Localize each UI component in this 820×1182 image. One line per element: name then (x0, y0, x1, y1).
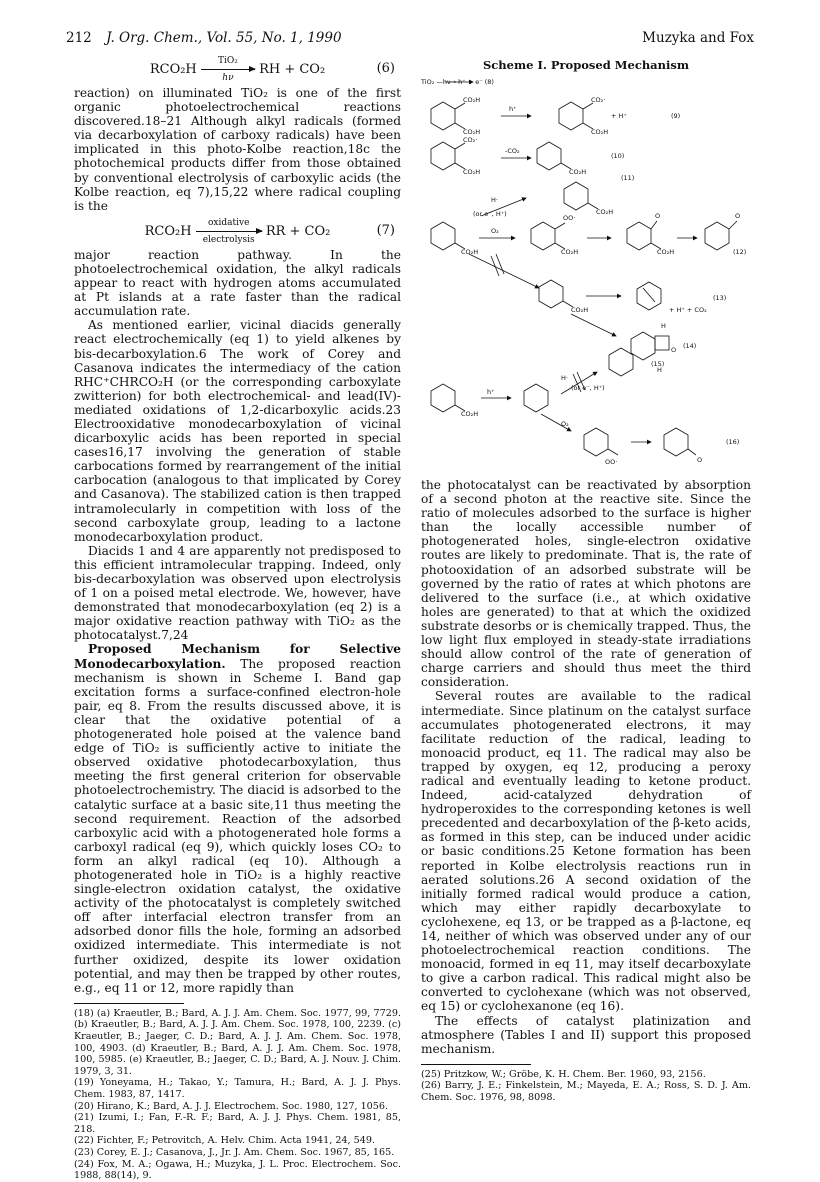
label-minus-co2: -CO₂ (505, 147, 520, 155)
journal-citation: J. Org. Chem., Vol. 55, No. 1, 1990 (106, 30, 342, 46)
eq7-products: RR + CO₂ (265, 223, 331, 239)
eq-number-13: (13) (713, 294, 727, 302)
eq7-number: (7) (376, 222, 395, 238)
label-co2-radical: CO₂· (591, 96, 606, 104)
eq7-condition-bottom: electrolysis (202, 234, 255, 245)
paragraph-photo-kolbe: reaction) on illuminated TiO₂ is one of the first organic photoelectrochemical reactions discovered.18–21 Although alkyl radicals (formed via decarboxylation of carboxy radicals) have been implicated in this photo-Kolbe reaction,18c the photochemical products differ from those obtained by conventional electrolysis of carboxylic acids (the Kolbe reaction, eq 7),15,22 where radical coupling is the (74, 86, 401, 213)
eq6-catalyst: TiO₂ (217, 56, 238, 66)
label-oxygen: O (655, 212, 661, 220)
label-co2h: CO₂H (561, 248, 579, 256)
section-run-in-heading: Proposed Mechanism for Selective Monodecarboxylation. (74, 642, 401, 671)
eq7-condition-top: oxidative (207, 217, 250, 228)
label-co2h: CO₂H (463, 128, 481, 136)
eq-number-15: (15) (651, 360, 665, 368)
scheme-title: Scheme I. Proposed Mechanism (482, 58, 690, 72)
mechanism-text: The proposed reaction mechanism is shown in Scheme I. Band gap excitation forms a surface-confined electron-hole pair, eq 8. From the results discussed above, it is clear that the oxidative potential of a photogenerated hole poised at the valence band edge of TiO₂ is sufficiently active to initiate the observed oxidative photodecarboxylation, thus meeting the first general criterion for observable photoelectrochemistry. The diacid is adsorbed to the catalytic surface at a basic site,11 thus meeting the second requirement. Reaction of the adsorbed carboxylic acid with a photogenerated hole forms a carboxyl radical (eq 9), which quickly loses CO₂ to form an alkyl radical (eq 10). Although a photogenerated hole in TiO₂ is a highly reactive single-electron oxidation catalyst, the oxidative activity of the photocatalyst is completely switched off after interfacial electron transfer from an adsorbed donor fills the hole, forming an adsorbed oxidized intermediate. This intermediate is not further oxidized, despite its lower oxidation potential, and may then be trapped by other routes, e.g., eq 11 or 12, more rapidly than (74, 656, 401, 995)
label-h-plus: h⁺ (487, 388, 495, 396)
footnote: (22) Fichter, F.; Petrovitch, A. Helv. Chim. Acta 1941, 24, 549. (74, 1135, 376, 1147)
label-oxygen: O (735, 212, 741, 220)
paragraph-photocatalyst-reactivated: the photocatalyst can be reactivated by absorption of a second photon at the reactive site. Since the ratio of molecules adsorbed to the surface is higher than the locally accessible number of photogenerated holes, single-electron oxidative routes are likely to predominate. That is, the rate of photooxidation of an adsorbed substrate will be governed by the ratio of rates at which photons are delivered to the surface (i.e., at which oxidative holes are generated) to that at which the oxidized substrate desorbs or is chemically trapped. Thus, the low light flux employed in steady-state irradiations should allow control of the rate of generation of charge carriers and should thus meet the third consideration. (421, 478, 751, 690)
label-or-eh: (or e⁻, H⁺) (571, 384, 605, 392)
label-co2h: CO₂H (463, 168, 481, 176)
label-hydrogen: H (661, 322, 666, 330)
eq-number-12: (12) (733, 248, 747, 256)
label-oxygen: O (671, 346, 677, 354)
label-peroxy: OO· (563, 214, 576, 222)
paragraph-catalyst-effects: The effects of catalyst platinization and atmosphere (Tables I and II) support this proposed mechanism. (421, 1013, 751, 1056)
eq-number-10: (10) (611, 152, 625, 160)
footnote: (20) Hirano, K.; Bard, A. J. J. Electrochem. Soc. 1980, 127, 1056. (74, 1100, 389, 1112)
running-header (66, 30, 342, 46)
footnote-rule (421, 1064, 531, 1065)
label-o2: O₂ (491, 227, 499, 235)
eq-number-11: (11) (621, 174, 635, 182)
label-o2: O₂ (561, 420, 569, 428)
paragraph-proposed-mechanism (74, 642, 401, 994)
footnote: (24) Fox, M. A.; Ogawa, H.; Muzyka, J. L. Proc. Electrochem. Soc. 1988, 88(14), 9. (74, 1158, 401, 1182)
footnote: (18) (a) Kraeutler, B.; Bard, A. J. J. Am. Chem. Soc. 1977, 99, 7729. (b) Kraeutler, B.; Bard, A. J. J. Am. Chem. Soc. 1978, 100, 2239. (c) Kraeutler, B.; Jaeger, C. D.; Bard, A. J. J. Am. Chem. Soc. 1978, 100, 4903. (d) Kraeutler, B.; Bard, A. J. J. Am. Chem. Soc. 1978, 100, 5985. (e) Kraeutler, B.; Jaeger, C. D.; Bard, A. J. Nouv. J. Chim. 1979, 3, 31. (74, 1007, 401, 1077)
paragraph-vicinal-diacids: As mentioned earlier, vicinal diacids generally react electrochemically (eq 1) to yield alkenes by bis-decarboxylation.6 The work of Corey and Casanova indicates the intermediacy of the cation RHC⁺CHRCO₂H (or the corresponding carboxylate zwitterion) for both electrochemical- and lead(IV)-mediated oxidations of 1,2-dicarboxylic acids.23 Electrooxidative monodecarboxylation of vicinal dicarboxylic acids has been reported in special cases16,17 involving the generation of stable carbocations formed by rearrangement of the initial carbocation (analogous to that implicated by Corey and Casanova). The stabilized cation is then trapped intramolecularly in competition with loss of the second carboxylate group, leading to a lactone monodecarboxylation product. (74, 318, 401, 544)
label-co2h: CO₂H (461, 410, 479, 418)
scheme-eq8: TiO₂ —hν→ h⁺ + e⁻ (8) (421, 78, 494, 86)
eq6-condition: hν (222, 73, 234, 84)
label-h-radical: H· (561, 374, 568, 382)
label-plus-h: + H⁺ (611, 112, 627, 120)
eq6-reactant: RCO₂H (149, 62, 197, 78)
label-co2h: CO₂H (569, 168, 587, 176)
eq7-reactant: RCO₂H (144, 223, 192, 239)
label-co2h: CO₂H (461, 248, 479, 256)
eq6-products: RH + CO₂ (259, 62, 326, 78)
eq-number-14: (14) (683, 342, 697, 350)
eq6-arrow (201, 54, 255, 85)
scheme-diagram (421, 76, 751, 471)
eq-number-16: (16) (726, 438, 740, 446)
label-co2h: CO₂H (591, 128, 609, 136)
label-oxygen: O (697, 456, 703, 464)
footnote: (23) Corey, E. J.; Casanova, J., Jr. J. Am. Chem. Soc. 1967, 85, 165. (74, 1146, 395, 1158)
author-header: Muzyka and Fox (642, 30, 754, 46)
label-co2h: CO₂H (596, 208, 614, 216)
right-column (421, 478, 751, 1104)
paragraph-radical-pathway: major reaction pathway. In the photoelectrochemical oxidation, the alkyl radicals appear to react with hydrogen atoms accumulated at Pt islands at a rate faster than the radical accumulation rate. (74, 247, 401, 319)
equation-6 (74, 54, 401, 84)
equation-7 (74, 216, 401, 246)
label-co2h: CO₂H (463, 96, 481, 104)
footnote: (19) Yoneyama, H.; Takao, Y.; Tamura, H.; Bard, A. J. J. Phys. Chem. 1983, 87, 1417. (74, 1077, 401, 1100)
footnote: (26) Barry, J. E.; Finkelstein, M.; Mayeda, E. A.; Ross, S. D. J. Am. Chem. Soc. 1976, 98, 8098. (421, 1080, 751, 1104)
label-co2h: CO₂H (571, 306, 589, 314)
footnote: (25) Pritzkow, W.; Gröbe, K. H. Chem. Ber. 1960, 93, 2156. (421, 1068, 706, 1080)
footnote: (21) Izumi, I.; Fan, F.-R. F.; Bard, A. J. J. Phys. Chem. 1981, 85, 218. (74, 1112, 401, 1135)
label-co2h: CO₂H (657, 248, 675, 256)
paragraph-radical-routes: Several routes are available to the radical intermediate. Since platinum on the catalyst surface accumulates photogenerated electrons, it may facilitate reduction of the radical, leading to monoacid product, eq 11. The radical may also be trapped by oxygen, eq 12, producing a peroxy radical and eventually leading to ketone product. Indeed, acid-catalyzed dehydration of hydroperoxides to the corresponding ketones is well precedented and decarboxylation of the β-keto acids, as formed in this step, can be induced under acidic or basic conditions.25 Ketone formation has been reported in Kolbe electrolysis reactions run in aerated solutions.26 A second oxidation of the initially formed radical would produce a cation, which may either rapidly decarboxylate to cyclohexene, eq 13, or be trapped as a β-lactone, eq 14, neither of which was observed under any of our photoelectrochemical reaction conditions. The monoacid, formed in eq 11, may itself decarboxylate to give a carbon radical. This radical might also be converted to cyclohexane (which was not observed, eq 15) or cyclohexanone (eq 16). (421, 689, 751, 1014)
eq6-number: (6) (376, 61, 395, 76)
footnote-rule (74, 1003, 184, 1004)
label-peroxy: OO· (605, 458, 618, 466)
eq7-arrow (196, 216, 262, 247)
label-hydrogen: H (657, 366, 662, 374)
paragraph-diacids-1-4: Diacids 1 and 4 are apparently not predisposed to this efficient intramolecular trapping. Indeed, only bis-decarboxylation was observed upon electrolysis of 1 on a poised metal electrode. We, however, have demonstrated that monodecarboxylation (eq 2) is a major oxidative reaction pathway with TiO₂ as the photocatalyst.7,24 (74, 543, 401, 643)
eq-number-9: (9) (671, 112, 681, 120)
label-h-plus: h⁺ (509, 105, 517, 113)
label-plus-h-co2: + H⁺ + CO₂ (669, 306, 707, 314)
footnotes-right (421, 1069, 751, 1104)
label-h-radical: H· (491, 196, 498, 204)
footnotes-left (74, 1008, 401, 1182)
label-or-eh: (or e⁻, H⁺) (473, 210, 507, 218)
left-column (74, 54, 401, 1182)
page-number: 212 (66, 30, 92, 46)
label-co2-radical: CO₂· (463, 136, 478, 144)
